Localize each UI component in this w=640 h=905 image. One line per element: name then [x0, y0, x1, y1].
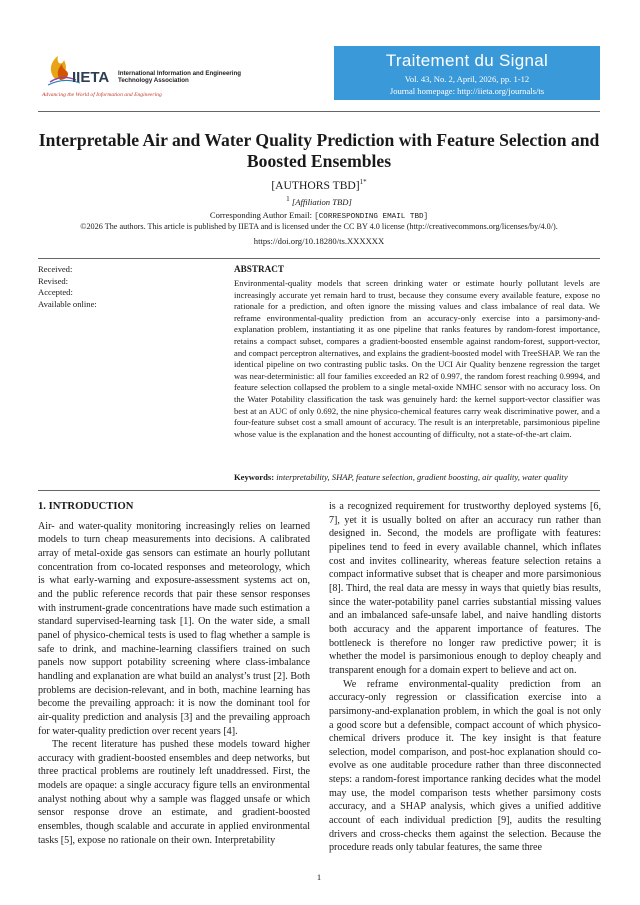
author-superscript: 1*: [359, 178, 367, 186]
intro-paragraph-2-part-1: The recent literature has pushed these models toward higher accuracy with gradient-boosted ensembles and deep networks, but three practical problems are routinely left unaddressed. First, the models are opaque: a single accuracy figure tells an environmental analyst nothing about why a sample was flagged unsafe or which sensor response drove an estimate, and gradient-boosted ensembles, though scalable and accurate in applied environmental tasks [5], expose no rationale on their own. Interpretability: [38, 739, 310, 846]
section-heading-introduction: 1. INTRODUCTION: [38, 501, 134, 512]
journal-name: Traitement du Signal: [385, 51, 549, 70]
header-divider: [38, 111, 600, 112]
publisher-name: International Information and Engineering Technology Association: [118, 70, 242, 84]
affiliation-superscript: 1: [286, 195, 290, 203]
publisher-tagline: Advancing the World of Information and Engineering: [42, 92, 162, 98]
paper-title: Interpretable Air and Water Quality Prediction with Feature Selection and Boosted Ensembles: [38, 130, 600, 171]
iieta-flame-icon: [42, 50, 122, 90]
publisher-logo: [38, 50, 242, 106]
keywords-label: Keywords:: [234, 472, 275, 482]
volume-line: Vol. 43, No. 2, April, 2026, pp. 1-12: [404, 74, 530, 84]
intro-paragraph-3: We reframe environmental-quality prediction from an accuracy-only regression or classification exercise into a parsimony-and-explanation problem, in which the goal is not only a good score but a defensible, compact account of which physico-chemical drivers produce it. The key insight is that feature selection, model comparison, and post-hoc explanation should co-evolve as one auditable procedure rather than three disconnected steps: a random-forest importance ranking decides what the model may use, the model comparison tests whether parsimony costs accuracy, and a SHAP analysis, which gives a unified additive account of each individual prediction [9], audits the resulting drivers and cross-checks them against the selection. Because the procedure reads only tabular features, the same three: [329, 678, 601, 854]
page-number: 1: [316, 872, 322, 882]
keywords-list: interpretability, SHAP, feature selection, gradient boosting, air quality, water quality: [276, 472, 568, 482]
received-label: Received:: [38, 264, 73, 274]
corresponding-label: Corresponding Author Email:: [209, 210, 313, 220]
affiliation: [38, 195, 600, 207]
abstract-top-divider: [38, 258, 600, 259]
intro-paragraph-1: Air- and water-quality monitoring increasingly relies on learned models to turn cheap measurements into decisions. A calibrated array of metal-oxide gas sensors can estimate an hourly pollutant concentration from co-located responses and meteorology, which is what early-warning and exposure-assessment systems act on, and the public reference records that pair these sensor responses with instrument-grade concentrations have made such estimation a standard supervised-learning task [1]. On the water side, a small panel of physico-chemical tests is used to flag whether a sample is safe to drink, and machine-learning classifiers trained on such panels now support potability screening where class-imbalance handling and explanation are what build an analyst’s trust [2]. Both problems are decision-relevant, and in both, machine learning has become the prevailing approach: it is now the dominant tool for air-quality prediction and analysis [3] and the prevailing approach for water-quality prediction over recent years [4].: [38, 520, 310, 737]
corresponding-email[interactable]: [CORRESPONDING EMAIL TBD]: [314, 213, 429, 221]
abstract-text: Environmental-quality models that screen drinking water or estimate hourly pollutant levels are increasingly accurate yet remain hard to trust, because they consume every available feature, expose no rationale for a prediction, and often ignore the missing values and class imbalance of real data. We reframe environmental-quality prediction from an accuracy-only exercise into a parsimony-and-explanation problem, instantiating it as one pipeline that ranks features by random-forest importance, retains a compact subset, compares a gradient-boosted ensemble against random-forest, support-vector, and compact perceptron alternatives, and explains the gradient-boosted model with TreeSHAP. We ran the identical pipeline on two contrasting public tasks. On the UCI Air Quality benzene regression the target was near-deterministic: all four families exceeded an R2 of 0.997, the random forest reaching 0.9994, and feature selection collapsed the problem to a single metal-oxide NMHC sensor with no accuracy loss. On the Water Potability classification the task was genuinely hard: the kernel support-vector classifier was best at an AUC of only 0.692, the nine physico-chemical features carry weak discriminative power, and a four-feature subset cost a small amount of accuracy. The result is an interpretable, parsimonious pipeline whose value is the explanation and the honest accounting of difficulty, not a state-of-the-art claim.: [234, 278, 600, 439]
authors-text: [AUTHORS TBD]: [271, 178, 360, 192]
article-dates: [38, 264, 218, 310]
journal-banner: [334, 46, 600, 100]
doi-link[interactable]: https://doi.org/10.18280/ts.XXXXXX: [253, 236, 385, 246]
corresponding-author: [38, 210, 600, 221]
affiliation-text: [Affiliation TBD]: [291, 196, 352, 207]
svg-text:IIETA: IIETA: [72, 69, 110, 86]
keywords: [234, 472, 600, 482]
abstract-bottom-divider: [38, 490, 600, 491]
online-label: Available online:: [38, 298, 97, 309]
intro-paragraph-2-part-2: is a recognized requirement for trustworthy deployed systems [6, 7], yet it is usually bolted on after an accuracy run rather than designed in. Second, the models are profligate with features: pipelines tend to feed in every available channel, which inflates cost and invites collinearity, whereas feature selection retains a compact informative subset that is cheaper and more parsimonious [8]. Third, the real data are messy in ways that quietly bias results, since the water-potability panel carries substantial missing values and an imbalanced safe-unsafe label, and naive handling distorts both accuracy and the apparent importance of features. The bottleneck is therefore no longer raw predictive power; it is whether the model is parsimonious enough to deploy cheaply and transparent enough for a domain expert to believe and act on.: [329, 501, 601, 676]
journal-homepage-link[interactable]: Journal homepage: http://iieta.org/journals/ts: [389, 86, 545, 96]
author-list: [38, 178, 600, 192]
right-column: [329, 500, 601, 855]
abstract-heading: ABSTRACT: [234, 264, 285, 274]
left-column: [38, 500, 310, 847]
license-line: ©2026 The authors. This article is published by IIETA and is licensed under the CC BY 4.0 license (http://creativecommons.org/licenses/by/4.0/).: [80, 222, 558, 231]
accepted-label: Accepted:: [38, 287, 73, 298]
revised-label: Revised:: [38, 275, 69, 286]
